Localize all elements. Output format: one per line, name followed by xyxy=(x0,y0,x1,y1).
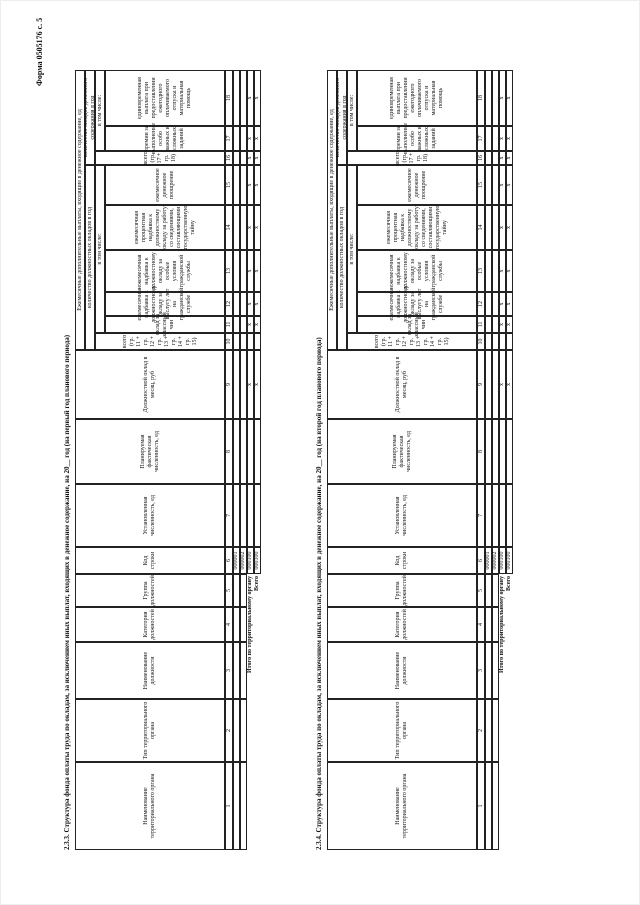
table-cell xyxy=(485,126,492,151)
col-number: 11 xyxy=(225,316,233,333)
col-number: 17 xyxy=(477,126,485,151)
x-mark: x xyxy=(506,70,513,126)
col-number: 8 xyxy=(477,419,485,484)
col-number: 1 xyxy=(477,762,485,850)
x-mark: x xyxy=(506,292,513,316)
x-mark: x xyxy=(499,250,506,292)
header-col-8: Планируемая фактическая численность, ед xyxy=(75,419,225,484)
x-mark: x xyxy=(247,205,254,250)
x-mark: x xyxy=(506,350,513,419)
col-number: 8 xyxy=(225,419,233,484)
section-title: 2.3.3. Структура фонда оплаты труда по окладам, за исключением иных выплат, входящих в денежное содержание, на 20__ год (на первый год планового периода) xyxy=(63,334,71,850)
table-cell xyxy=(492,126,499,151)
header-col-14: ежемесячная процентная надбавка к должностному окладу за работу со сведениями, составляющими государственную тайну xyxy=(357,205,477,250)
header-col-7: Установленная численность, ед xyxy=(327,484,477,547)
row-code: 000001 xyxy=(233,547,240,574)
subtotal-label: Итого по территориальному органу xyxy=(247,576,253,674)
col-number: 16 xyxy=(225,151,233,165)
x-mark: x xyxy=(499,350,506,419)
x-mark: x xyxy=(506,126,513,151)
x-mark: x xyxy=(247,292,254,316)
header-col-9: Должностной оклад в месяц, руб xyxy=(327,350,477,419)
header-col-14: ежемесячная процентная надбавка к должностному окладу за работу со сведениями, составляющими государственную тайну xyxy=(105,205,225,250)
table-cell xyxy=(506,333,513,350)
table-cell xyxy=(492,574,499,607)
col-number: 4 xyxy=(477,607,485,642)
table-cell xyxy=(492,151,499,165)
header-col-2: Тип территориального органа xyxy=(327,699,477,762)
table-cell xyxy=(485,316,492,333)
table-cell xyxy=(492,642,499,699)
header-qty-monthly: количество должностных окладов в год xyxy=(85,165,95,350)
col-number: 9 xyxy=(225,350,233,419)
col-number: 7 xyxy=(477,484,485,547)
table-cell xyxy=(506,419,513,484)
table-cell xyxy=(492,250,499,292)
form-label: Форма 0505176 с. 5 xyxy=(35,17,44,86)
table-cell xyxy=(492,350,499,419)
header-col-8: Планируемая фактическая численность, ед xyxy=(327,419,477,484)
table-cell xyxy=(485,165,492,205)
x-mark: x xyxy=(247,316,254,333)
table-cell xyxy=(492,165,499,205)
header-col-2: Тип территориального органа xyxy=(75,699,225,762)
header-col-6: Код строки xyxy=(75,547,225,574)
col-number: 15 xyxy=(477,165,485,205)
table-cell xyxy=(485,762,492,850)
col-number: 14 xyxy=(225,205,233,250)
col-number: 15 xyxy=(225,165,233,205)
x-mark: x xyxy=(254,316,261,333)
table-cell xyxy=(485,642,492,699)
total-label: Всего xyxy=(506,576,512,591)
table-cell xyxy=(485,205,492,250)
header-col-9: Должностной оклад в месяц, руб xyxy=(75,350,225,419)
header-col-13: ежемесячная надбавка к должностному окладу за особые условия гражданской службы xyxy=(105,250,225,292)
x-mark: x xyxy=(506,205,513,250)
table-cell xyxy=(492,419,499,484)
header-col-16: всего (гр. 17 + гр. 18) xyxy=(95,151,225,165)
x-mark: x xyxy=(506,165,513,205)
header-col-6: Код строки xyxy=(327,547,477,574)
x-mark: x xyxy=(247,126,254,151)
header-col-11: оклад за классный чин xyxy=(105,316,225,333)
x-mark: x xyxy=(254,165,261,205)
table-cell xyxy=(492,70,499,126)
header-col-10: всего (гр. 11 + гр. 12 + гр. 13 + гр. 14 + гр. 15) xyxy=(95,333,225,350)
table-cell xyxy=(492,292,499,316)
header-col-5: Группа должностей xyxy=(75,574,225,607)
x-mark: x xyxy=(506,250,513,292)
header-col-17: премии за выполнение особо важных и сложных заданий xyxy=(105,126,225,151)
header-col-4: Категория должностей xyxy=(327,607,477,642)
x-mark: x xyxy=(499,70,506,126)
header-qty-monthly: количество должностных окладов в год xyxy=(337,165,347,350)
table-cell xyxy=(492,333,499,350)
table-cell xyxy=(492,607,499,642)
header-col-4: Категория должностей xyxy=(75,607,225,642)
header-in-that-year: в том числе: xyxy=(95,70,105,151)
col-number: 11 xyxy=(477,316,485,333)
table-cell xyxy=(492,699,499,762)
header-col-1: Наименование территориального органа xyxy=(75,762,225,850)
table-cell xyxy=(492,484,499,547)
col-number: 13 xyxy=(477,250,485,292)
table-cell xyxy=(499,333,506,350)
x-mark: x xyxy=(499,205,506,250)
col-number: 6 xyxy=(225,547,233,574)
row-code: 000100 xyxy=(254,547,261,574)
col-number: 16 xyxy=(477,151,485,165)
col-number: 10 xyxy=(477,333,485,350)
header-qty-year: количество окладов денежного содержания в год xyxy=(85,70,95,165)
x-mark: x xyxy=(247,70,254,126)
header-in-that-year: в том числе: xyxy=(347,70,357,151)
row-code: 000100 xyxy=(499,547,506,574)
col-number: 3 xyxy=(477,642,485,699)
header-col-10: всего (гр. 11 + гр. 12 + гр. 13 + гр. 14 + гр. 15) xyxy=(347,333,477,350)
col-number: 2 xyxy=(477,699,485,762)
table-cell xyxy=(485,699,492,762)
col-number: 7 xyxy=(225,484,233,547)
header-col-12: ежемесячная надбавка к должностному окладу за выслугу лет на гражданской службе xyxy=(105,292,225,316)
col-number: 2 xyxy=(225,699,233,762)
header-in-that-monthly: в том числе: xyxy=(95,165,105,333)
table-cell xyxy=(492,205,499,250)
header-col-13: ежемесячная надбавка к должностному окладу за особые условия гражданской службы xyxy=(357,250,477,292)
col-number: 17 xyxy=(225,126,233,151)
table-cell xyxy=(499,484,506,547)
table-cell xyxy=(485,333,492,350)
x-mark: x xyxy=(254,70,261,126)
row-code: 000002 xyxy=(492,547,499,574)
header-col-3: Наименование должности xyxy=(327,642,477,699)
x-mark: x xyxy=(506,151,513,165)
x-mark: x xyxy=(254,205,261,250)
section-title: 2.3.4. Структура фонда оплаты труда по окладам, за исключением иных выплат, входящих в денежное содержание, на 20__ год (на второй год планового периода) xyxy=(315,337,323,850)
col-number: 13 xyxy=(225,250,233,292)
x-mark: x xyxy=(499,151,506,165)
col-number: 3 xyxy=(225,642,233,699)
col-number: 4 xyxy=(225,607,233,642)
col-number: 14 xyxy=(477,205,485,250)
x-mark: x xyxy=(254,350,261,419)
header-col-17: премии за выполнение особо важных и сложных заданий xyxy=(357,126,477,151)
header-col-3: Наименование должности xyxy=(75,642,225,699)
x-mark: x xyxy=(247,165,254,205)
col-number: 6 xyxy=(477,547,485,574)
table-cell xyxy=(485,292,492,316)
table-cell xyxy=(485,250,492,292)
header-in-that-monthly: в том числе: xyxy=(347,165,357,333)
header-col-18: единовременная выплата при предоставлении ежегодного оплачиваемого отпуска и материальная помощь xyxy=(357,70,477,126)
x-mark: x xyxy=(247,350,254,419)
col-number: 5 xyxy=(477,574,485,607)
col-number: 18 xyxy=(477,70,485,126)
col-number: 9 xyxy=(477,350,485,419)
x-mark: x xyxy=(254,250,261,292)
x-mark: x xyxy=(499,316,506,333)
header-col-16: всего (гр. 17 + гр. 18) xyxy=(347,151,477,165)
header-col-7: Установленная численность, ед xyxy=(75,484,225,547)
x-mark: x xyxy=(254,292,261,316)
header-monthly-group: Ежемесячные дополнительные выплаты, входящие в денежное содержание, ед xyxy=(327,70,337,350)
header-col-15: ежемесячное денежное поощрение xyxy=(105,165,225,205)
total-label: Всего xyxy=(254,576,260,591)
table-cell xyxy=(485,151,492,165)
header-qty-year: количество окладов денежного содержания в год xyxy=(337,70,347,165)
table-cell xyxy=(492,316,499,333)
header-col-18: единовременная выплата при предоставлении ежегодного оплачиваемого отпуска и материальная помощь xyxy=(105,70,225,126)
col-number: 18 xyxy=(225,70,233,126)
subtotal-label: Итого по территориальному органу xyxy=(499,576,505,674)
x-mark: x xyxy=(499,292,506,316)
header-monthly-group: Ежемесячные дополнительные выплаты, входящие в денежное содержание, ед xyxy=(75,70,85,350)
table-cell xyxy=(485,574,492,607)
table-cell xyxy=(492,762,499,850)
table-cell xyxy=(485,70,492,126)
x-mark: x xyxy=(254,126,261,151)
col-number: 1 xyxy=(225,762,233,850)
header-col-15: ежемесячное денежное поощрение xyxy=(357,165,477,205)
table-cell xyxy=(499,419,506,484)
col-number: 12 xyxy=(477,292,485,316)
table-cell xyxy=(485,484,492,547)
col-number: 12 xyxy=(225,292,233,316)
x-mark: x xyxy=(247,151,254,165)
table-cell xyxy=(506,484,513,547)
col-number: 5 xyxy=(225,574,233,607)
header-col-12: ежемесячная надбавка к должностному окладу за выслугу лет на гражданской службе xyxy=(357,292,477,316)
x-mark: x xyxy=(254,151,261,165)
x-mark: x xyxy=(499,126,506,151)
x-mark: x xyxy=(247,250,254,292)
row-code: 000100 xyxy=(247,547,254,574)
row-code: 000002 xyxy=(240,547,247,574)
table-cell xyxy=(485,607,492,642)
x-mark: x xyxy=(499,165,506,205)
col-number: 10 xyxy=(225,333,233,350)
row-code: 000100 xyxy=(506,547,513,574)
row-code: 000001 xyxy=(485,547,492,574)
x-mark: x xyxy=(506,316,513,333)
header-col-1: Наименование территориального органа xyxy=(327,762,477,850)
table-cell xyxy=(485,419,492,484)
header-col-11: оклад за классный чин xyxy=(357,316,477,333)
header-col-5: Группа должностей xyxy=(327,574,477,607)
table-cell xyxy=(485,350,492,419)
